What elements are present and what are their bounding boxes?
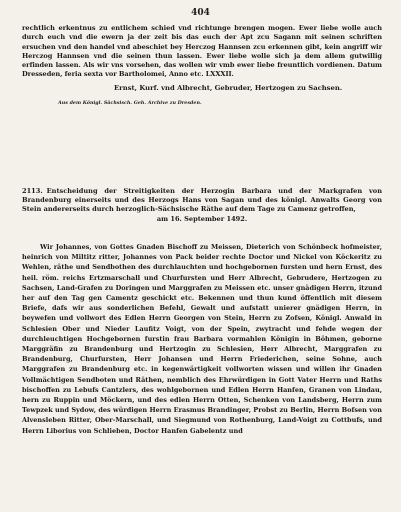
main-text-section — [22, 242, 382, 436]
closing-letter-section — [22, 24, 382, 106]
signature-line: Ernst, Kurf. vnd Albrecht, Gebruder, Hertzogen zu Sachsen. — [114, 83, 343, 92]
main-text-paragraph: Wir Johannes, von Gottes Gnaden Bischoff zu Meissen, Dieterich von Schönbeck hofmeister, heinrich von Miltitz ritter, Johannes von Pack beider rechte Doctor und Nickel von Köckeritz zu Wehlen, räthe und Sendbothen des durchlauchten und hochgebornen fursten und hern Ernst, des heil. röm. reichs Ertzmarschall und Churfursten und Herr Albrecht, Gebrudere, Hertzogen zu Sachsen, Land-Grafen zu Doringen und Marggrafen zu Meissen etc. unser gnädigen Herrn, itzund her auf den Tag gen Camentz geschickt etc. Bekennen und thun kund öffentlich mit diesem Briefe, dafs wir aus sonderlichen Befehl, Gewalt und aufstatt unierer gnädigen Herrn, in beywefen und vollwort des Edlen Herrn Georgen von Stein, Herrn zu Zofsen, Königl. Anwald in Schlesien Ober und Nieder Laufitz Voigt, von der Spein, zwytracht und fehde wegen der durchleuchtigen Hochgebornen furstin frau Barbara vormahlen Königin in Böhmen, geborne Marggräfin zu Brandenburg und Hertzogin zu Schlesien, Herr Albrecht, Marggrafen zu Brandenburg, Churfursten, Herr Johansen und Herrn Friederichen, seine Sohne, auch Marggrafen zu Brandenburg etc. in kegenwärtigkeit vollworten wissen und willen ihr Gnaden Vollmächtigen Sendboten und Räthen, nemblich des Ehrwürdigen in Gott Vater Herrn und Raths bischoffen zu Lebufs Cantzlers, des wohlgebornen und Edlen Herrn Hanfen, Granen von Lindau, hern zu Ruppin und Möckern, und des edlen Herrn Otten, Schenken von Landsberg, Herrn zum Tewpzek und Sydow, des würdigen Herrn Erasmus Brandinger, Probst zu Berlin, Herrn Bofsen von Alvensleben Ritter, Ober-Marschall, und Siegmund von Rothenburg, Land-Voigt zu Cottbufs, und Herrn Liborius von Schlieben, Doctor Hanfen Gabelentz und — [22, 243, 382, 435]
document-number: 2113. — [22, 187, 43, 195]
document-title: Entscheidung der Streitigkeiten der Herzogin Barbara und der Markgrafen von Brandenburg einerseits und des Herzogs Hans von Sagan und des königl. Anwalts Georg von Stein andererseits durch herzoglich-Sächsische Räthe auf dem Tage zu Camenz getroffen, — [22, 187, 382, 214]
archive-source-note: Aus dem Königl. Sächsisch. Geh. Archive zu Dresden. — [58, 99, 202, 106]
document-date: am 16. September 1492. — [156, 214, 248, 223]
page-number: 404 — [191, 8, 210, 18]
document-heading — [22, 187, 382, 224]
closing-paragraph: rechtlich erkentnus zu entlichem schied vnd richtunge brengen mogen. Ewer liebe wolle auch durch euch vnd die ewern ja der zeit bis das euch der Apt zcu Sagann mit seinen schriften ersuchen vnd den handel vnd abeschiet bey Herczog Hannsen zcu erkennen gibt, kein angriff wir Herczog Hannsen vnd die seinen thun lassen. Ewer liebe wolle sich ja dem allem gutwillig erfinden lassen. Als wir vns vorsehen, das wollen wir vmb ewer liebe freuntlich vordienen. Datum Dresseden, feria sexta vor Bartholomei, Anno etc. LXXXII. — [22, 24, 382, 79]
document-heading-text — [22, 187, 382, 224]
